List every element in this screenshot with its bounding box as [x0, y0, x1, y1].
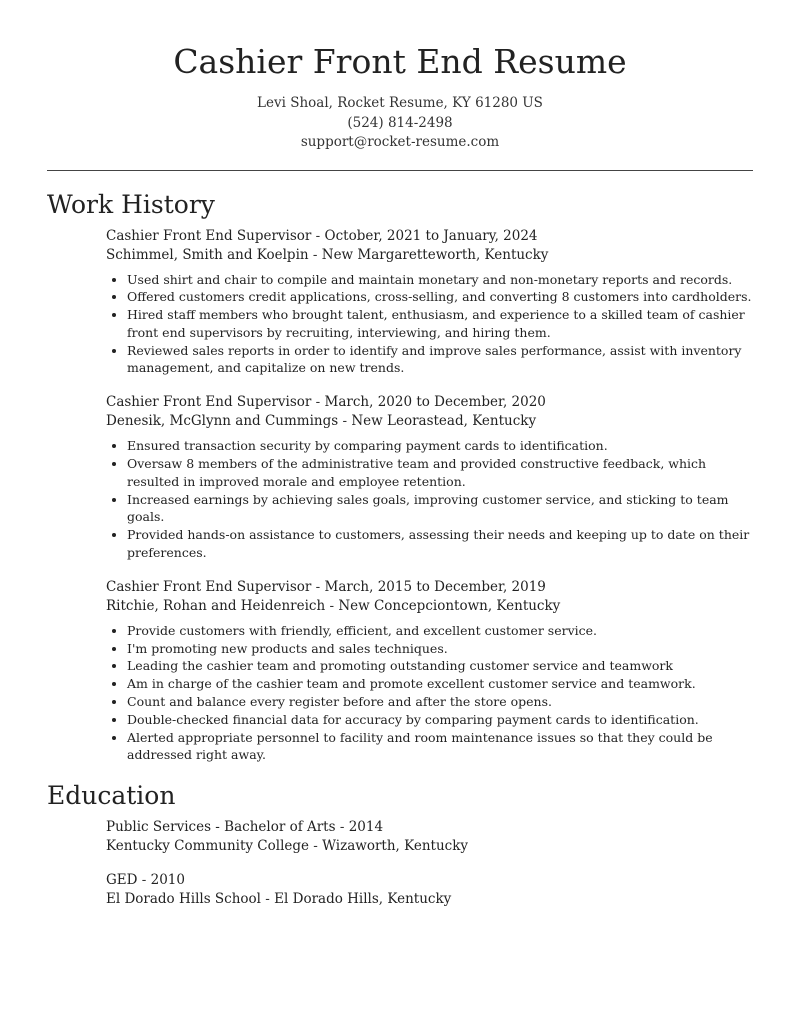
- job-bullet: • Increased earnings by achieving sales goals, improving customer service, and sticking to team goals.: [127, 491, 753, 527]
- education-entry-2: [106, 871, 753, 909]
- job-bullet: • Offered customers credit applications, cross-selling, and converting 8 customers into cardholders.: [127, 288, 753, 306]
- job-bullet: • Provide customers with friendly, efficient, and excellent customer service.: [127, 622, 753, 640]
- job-bullet: • Used shirt and chair to compile and maintain monetary and non-monetary reports and records.: [127, 271, 753, 289]
- degree-line: Public Services - Bachelor of Arts - 2014: [106, 819, 384, 836]
- job-bullet: • Double-checked financial data for accuracy by comparing payment cards to identification.: [127, 711, 753, 729]
- school-location: El Dorado Hills, Kentucky: [274, 891, 452, 908]
- resume-title: Cashier Front End Resume: [173, 42, 627, 81]
- job-dates: March, 2015 to December, 2019: [324, 578, 546, 595]
- contact-phone: (524) 814-2498: [347, 114, 453, 131]
- job-entry-3: [106, 578, 753, 764]
- job-dates: March, 2020 to December, 2020: [324, 394, 546, 411]
- job-position: Cashier Front End Supervisor: [106, 578, 312, 595]
- job-location: New Concepciontown, Kentucky: [338, 597, 561, 614]
- job-company-line: Ritchie, Rohan and Heidenreich - New Concepciontown, Kentucky: [106, 597, 561, 614]
- contact-email: support@rocket-resume.com: [300, 134, 500, 150]
- job-bullet: • Alerted appropriate personnel to facility and room maintenance issues so that they could be addressed right away.: [127, 729, 753, 765]
- job-position: Cashier Front End Supervisor: [106, 227, 312, 244]
- education-heading: Education: [47, 781, 176, 811]
- job-bullet: • Oversaw 8 members of the administrative team and provided constructive feedback, which resulted in improved morale and employee retention.: [127, 455, 753, 491]
- job-company: Schimmel, Smith and Koelpin: [106, 246, 309, 263]
- job-bullet: • I'm promoting new products and sales techniques.: [127, 640, 753, 658]
- job-dates: October, 2021 to January, 2024: [324, 227, 538, 244]
- job-entry-1: [106, 227, 753, 378]
- job-location: New Margaretteworth, Kentucky: [321, 246, 549, 263]
- job-bullet: • Provided hands-on assistance to customers, assessing their needs and keeping up to date on their preferences.: [127, 526, 753, 562]
- school-location: Wizaworth, Kentucky: [322, 838, 469, 855]
- degree: Public Services - Bachelor of Arts: [106, 819, 336, 836]
- job-company: Ritchie, Rohan and Heidenreich: [106, 597, 326, 614]
- school-line: Kentucky Community College - Wizaworth, Kentucky: [106, 838, 469, 855]
- work-history-heading: Work History: [47, 189, 215, 219]
- degree-year: 2010: [150, 872, 185, 889]
- degree-year: 2014: [348, 819, 384, 836]
- job-title-line: Cashier Front End Supervisor - March, 2015 to December, 2019: [106, 578, 546, 595]
- job-company-line: Denesik, McGlynn and Cummings - New Leorastead, Kentucky: [106, 413, 537, 430]
- job-bullet: • Hired staff members who brought talent, enthusiasm, and experience to a skilled team of cashier front end supervisors by recruiting, interviewing, and hiring them.: [127, 306, 753, 342]
- job-company: Denesik, McGlynn and Cummings: [106, 413, 339, 430]
- job-bullet: • Ensured transaction security by comparing payment cards to identification.: [127, 437, 753, 455]
- job-entry-2: [106, 393, 753, 562]
- education-entry-1: [106, 818, 753, 856]
- degree-line: GED - 2010: [106, 872, 185, 889]
- job-location: New Leorastead, Kentucky: [351, 413, 537, 430]
- job-bullet: • Reviewed sales reports in order to identify and improve sales performance, assist with inventory management, and capitalize on new trends.: [127, 342, 753, 378]
- job-title-line: Cashier Front End Supervisor - October, 2021 to January, 2024: [106, 227, 538, 244]
- job-bullet: • Leading the cashier team and promoting outstanding customer service and teamwork: [127, 657, 753, 675]
- job-company-line: Schimmel, Smith and Koelpin - New Margaretteworth, Kentucky: [106, 246, 549, 263]
- job-position: Cashier Front End Supervisor: [106, 394, 312, 411]
- contact-block: [47, 94, 753, 153]
- school: Kentucky Community College: [106, 838, 310, 855]
- work-history-list: [47, 227, 753, 765]
- job-bullet: • Am in charge of the cashier team and promote excellent customer service and teamwork.: [127, 675, 753, 693]
- contact-address: Levi Shoal, Rocket Resume, KY 61280 US: [257, 95, 543, 111]
- job-bullets: [106, 271, 753, 378]
- degree: GED: [106, 872, 138, 889]
- job-bullet: • Count and balance every register before and after the store opens.: [127, 693, 753, 711]
- school-line: El Dorado Hills School - El Dorado Hills, Kentucky: [106, 891, 452, 908]
- education-list: [47, 818, 753, 909]
- job-bullets: [106, 622, 753, 764]
- school: El Dorado Hills School: [106, 891, 261, 908]
- job-title-line: Cashier Front End Supervisor - March, 2020 to December, 2020: [106, 394, 546, 411]
- header-divider: [47, 170, 753, 171]
- resume-header: [47, 0, 753, 153]
- job-bullets: [106, 437, 753, 562]
